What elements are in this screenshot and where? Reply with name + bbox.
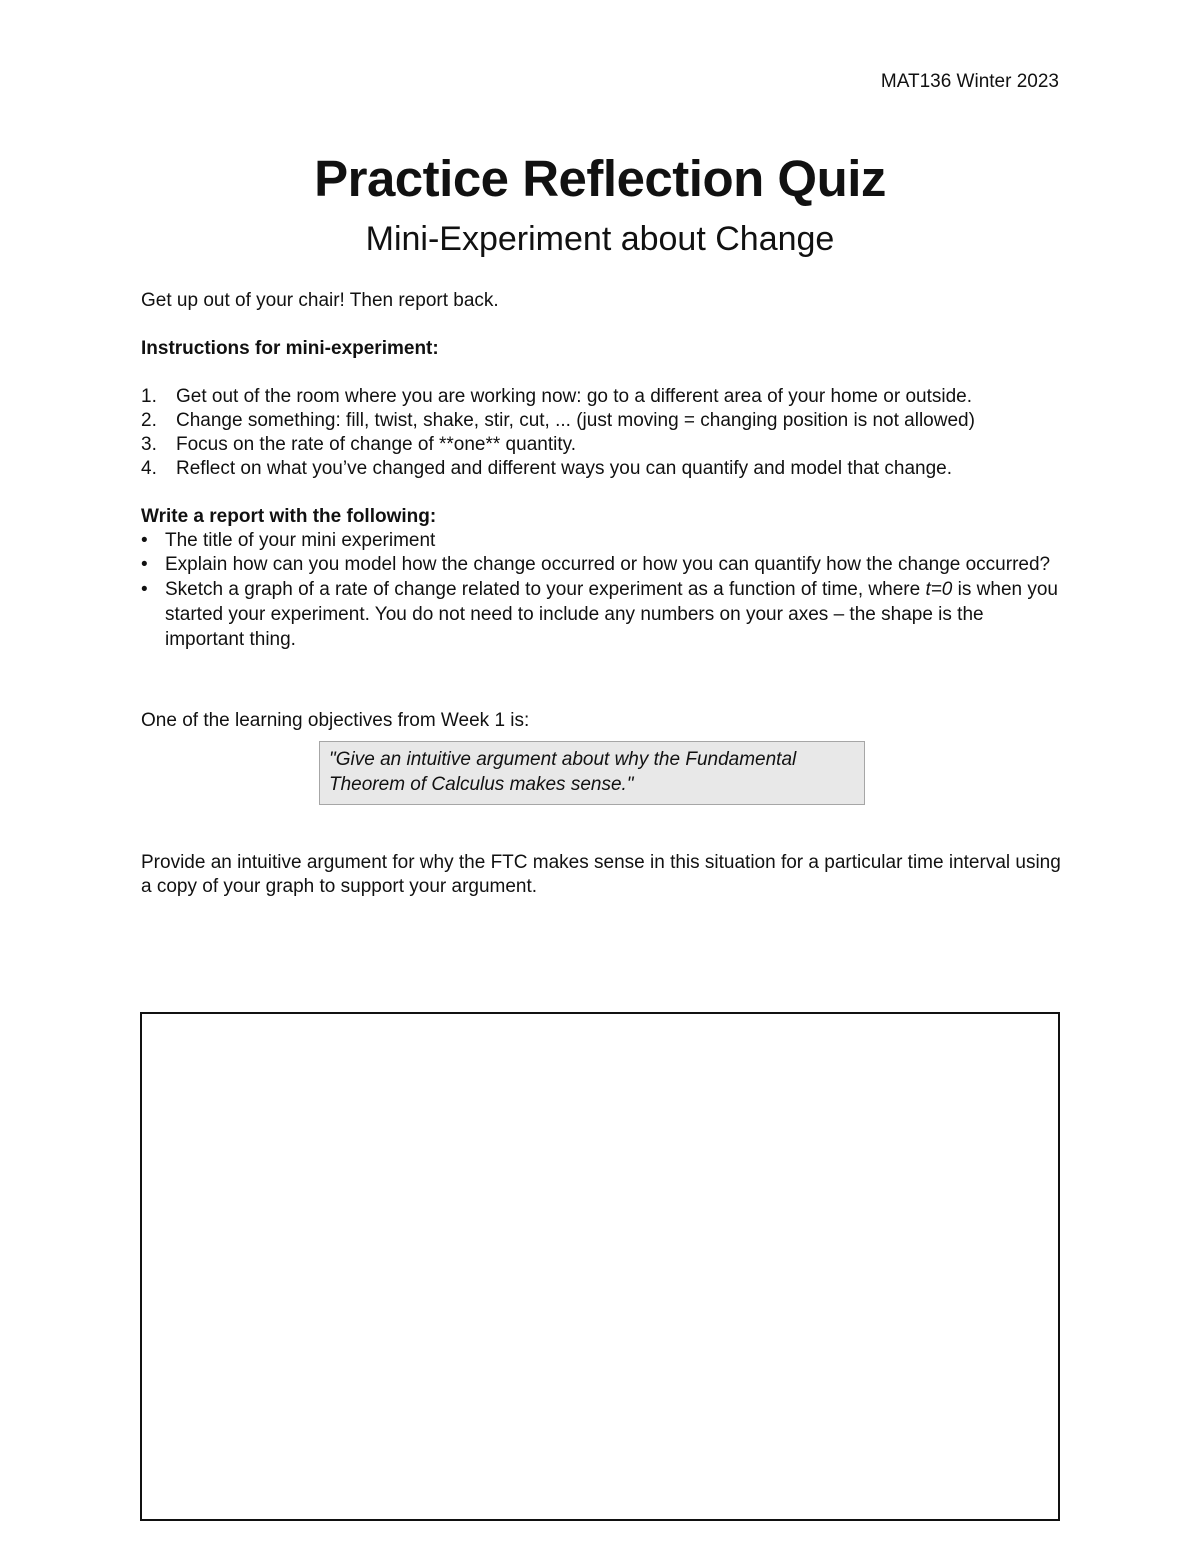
step-text: Reflect on what you’ve changed and different ways you can quantify and model that change. bbox=[176, 458, 952, 479]
instructions-heading: Instructions for mini-experiment: bbox=[141, 338, 439, 359]
report-list bbox=[141, 529, 1061, 652]
intro-text: Get up out of your chair! Then report back. bbox=[141, 290, 499, 311]
bullet-icon: • bbox=[141, 579, 148, 600]
time-variable: t=0 bbox=[925, 579, 953, 600]
quiz-content bbox=[141, 289, 1061, 899]
report-item-text: is when you started your experiment. You do not need to include any numbers on your axes – the shape is the important thing. bbox=[165, 579, 1059, 650]
instruction-step bbox=[141, 457, 1061, 481]
instruction-step bbox=[141, 433, 1061, 457]
instruction-step bbox=[141, 409, 1061, 433]
step-text: Change something: fill, twist, shake, stir, cut, ... (just moving = changing position is not allowed) bbox=[176, 410, 975, 431]
step-text: Get out of the room where you are working now: go to a different area of your home or outside. bbox=[176, 386, 972, 407]
report-item bbox=[141, 553, 1061, 577]
step-number: 4. bbox=[141, 458, 157, 479]
learning-objective-quote: "Give an intuitive argument about why the Fundamental Theorem of Calculus makes sense." bbox=[319, 741, 865, 805]
bullet-icon: • bbox=[141, 554, 148, 575]
step-number: 3. bbox=[141, 434, 157, 455]
course-header: MAT136 Winter 2023 bbox=[880, 71, 1059, 92]
step-text: Focus on the rate of change of **one** quantity. bbox=[176, 434, 576, 455]
answer-box[interactable] bbox=[140, 1012, 1060, 1521]
question-prompt: Provide an intuitive argument for why the FTC makes sense in this situation for a particular time interval using a copy of your graph to support your argument. bbox=[141, 852, 1061, 897]
report-item-text: The title of your mini experiment bbox=[165, 530, 436, 551]
report-item bbox=[141, 529, 1061, 553]
instruction-step bbox=[141, 385, 1061, 409]
title-block bbox=[0, 148, 1200, 260]
report-item-text: Sketch a graph of a rate of change related to your experiment as a function of time, where bbox=[165, 579, 926, 600]
bullet-icon: • bbox=[141, 530, 148, 551]
objective-intro: One of the learning objectives from Week 1 is: bbox=[141, 710, 530, 731]
report-item bbox=[141, 577, 1061, 652]
step-number: 2. bbox=[141, 410, 157, 431]
report-heading: Write a report with the following: bbox=[141, 506, 437, 527]
instructions-list bbox=[141, 385, 1061, 481]
page-title: Practice Reflection Quiz bbox=[314, 150, 886, 207]
report-item-text: Explain how can you model how the change occurred or how you can quantify how the change occurred? bbox=[165, 554, 1051, 575]
page-subtitle: Mini-Experiment about Change bbox=[365, 220, 835, 258]
step-number: 1. bbox=[141, 386, 157, 407]
